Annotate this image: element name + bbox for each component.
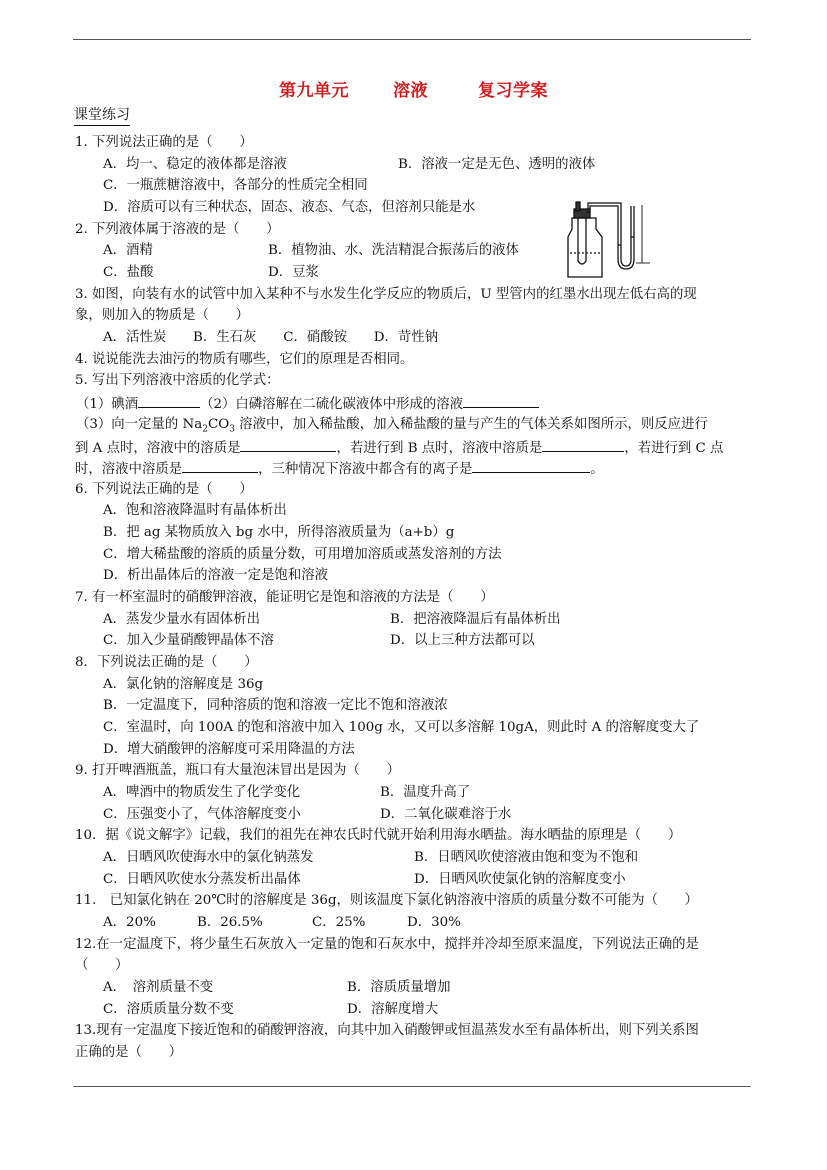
q5-line2-text-c: ，若进行到 C 点 — [624, 441, 724, 456]
q5-line3-text-a: 时，溶液中溶质是 — [75, 462, 183, 477]
q5-part3-line2 — [75, 437, 723, 459]
q11-option-a: A．20% — [103, 915, 156, 930]
q1-option-d: D．溶质可以有三种状态，固态、液态、气态，但溶剂只能是水 — [103, 200, 476, 215]
q11-option-c: C．25% — [312, 915, 366, 930]
q10-option-d: D．日晒风吹使氯化钠的溶解度变小 — [414, 872, 626, 887]
q10-option-c: C．日晒风吹使水分蒸发析出晶体 — [103, 872, 301, 887]
answer-blank-3[interactable] — [240, 437, 336, 452]
q6-option-a: A．饱和溶液降温时有晶体析出 — [103, 503, 287, 518]
q2-option-d: D．豆浆 — [268, 265, 319, 280]
q5-line3-text-c: 。 — [590, 462, 604, 477]
q7-option-b: B．把溶液降温后有晶体析出 — [390, 612, 561, 627]
q8-option-a: A．氯化钠的溶解度是 36g — [103, 677, 264, 692]
answer-blank-5[interactable] — [182, 458, 258, 473]
q3-line2: 象，则加入的物质是（ ） — [75, 308, 250, 323]
q2-stem: 2. 下列液体属于溶液的是（ ） — [75, 222, 280, 237]
q12-option-a: A． 溶剂质量不变 — [103, 980, 214, 995]
q9-option-d: D．二氧化碳难溶于水 — [380, 807, 512, 822]
top-rule — [73, 39, 751, 40]
q5-part3-text-a: （3）向一定量的 Na — [76, 417, 203, 432]
q5-part3-sub-3: 3 — [229, 424, 235, 435]
q2-option-a: A．酒精 — [103, 243, 153, 258]
answer-blank-6[interactable] — [472, 458, 590, 473]
title-topic: 溶液 — [393, 81, 428, 101]
q13-line2: 正确的是（ ） — [75, 1045, 183, 1060]
q5-line3-text-b: ，三种情况下溶液中都含有的离子是 — [258, 462, 473, 477]
q10-option-b: B．日晒风吹使溶液由饱和变为不饱和 — [414, 850, 639, 865]
q12-line2: （ ） — [75, 958, 129, 973]
q7-option-c: C．加入少量硝酸钾晶体不溶 — [103, 633, 274, 648]
q7-option-a: A．蒸发少量水有固体析出 — [103, 612, 260, 627]
q9-option-c: C．压强变小了，气体溶解度变小 — [103, 807, 301, 822]
title-type: 复习学案 — [478, 81, 548, 101]
q9-option-b: B．温度升高了 — [380, 785, 471, 800]
q5-line2-text-a: 到 A 点时，溶液中的溶质是 — [75, 441, 241, 456]
q11-option-d: D．30% — [407, 915, 461, 930]
q5-part3-line3 — [75, 458, 604, 480]
q3-line1: 3. 如图，向装有水的试管中加入某种不与水发生化学反应的物质后，U 型管内的红墨水出现左低右高的现 — [75, 287, 697, 302]
q11-option-b: B．26.5% — [197, 915, 263, 930]
q7-stem: 7. 有一杯室温时的硝酸钾溶液，能证明它是饱和溶液的方法是（ ） — [75, 590, 494, 605]
q6-stem: 6. 下列说法正确的是（ ） — [75, 482, 253, 497]
bottom-rule — [73, 1086, 751, 1087]
section-label: 课堂练习 — [74, 106, 130, 126]
q1-stem: 1. 下列说法正确的是（ ） — [75, 135, 253, 150]
q6-option-d: D．析出晶体后的溶液一定是饱和溶液 — [103, 568, 328, 583]
q10-option-a: A．日晒风吹使海水中的氯化钠蒸发 — [103, 850, 314, 865]
q9-stem: 9. 打开啤酒瓶盖，瓶口有大量泡沫冒出是因为（ ） — [75, 763, 401, 778]
q6-option-c: C．增大稀盐酸的溶质的质量分数，可用增加溶质或蒸发溶剂的方法 — [103, 547, 502, 562]
q5-part3-text-c: 溶液中，加入稀盐酸，加入稀盐酸的量与产生的气体关系如图所示，则反应进行 — [234, 417, 708, 432]
q1-option-c: C．一瓶蔗糖溶液中，各部分的性质完全相同 — [103, 178, 368, 193]
answer-blank-2[interactable] — [463, 393, 539, 408]
q3-options: A．活性炭 B．生石灰 C．硝酸铵 D．苛性钠 — [103, 330, 439, 345]
q8-option-d: D．增大硝酸钾的溶解度可采用降温的方法 — [103, 742, 355, 757]
q12-line1: 12.在一定温度下，将少量生石灰放入一定量的饱和石灰水中，搅拌并冷却至原来温度，下列说法正确的是 — [75, 937, 699, 952]
page-title — [0, 76, 827, 101]
q4-stem: 4. 说说能洗去油污的物质有哪些，它们的原理是否相同。 — [75, 352, 414, 367]
q5-part1: （1）碘酒 — [76, 397, 139, 412]
q12-option-b: B．溶质质量增加 — [347, 980, 451, 995]
q2-option-c: C．盐酸 — [103, 265, 154, 280]
q1-option-b: B．溶液一定是无色、透明的液体 — [398, 157, 596, 172]
q8-option-b: B．一定温度下，同种溶质的饱和溶液一定比不饱和溶液浓 — [103, 698, 448, 713]
apparatus-figure — [560, 197, 660, 281]
q8-stem: 8．下列说法正确的是（ ） — [75, 655, 258, 670]
q5-part3-sub-2: 2 — [202, 424, 208, 435]
q7-option-d: D．以上三种方法都可以 — [390, 633, 535, 648]
q2-option-b: B．植物油、水、洗洁精混合振荡后的液体 — [268, 243, 519, 258]
bottle-shape — [568, 218, 602, 277]
title-unit: 第九单元 — [279, 81, 349, 101]
q5-part2: （2）白磷溶解在二硫化碳液体中形成的溶液 — [200, 397, 464, 412]
q5-part1-line — [76, 393, 539, 415]
q5-part3-text-b: CO — [207, 417, 230, 432]
answer-blank-1[interactable] — [138, 393, 200, 408]
q11-stem: 11. 已知氯化钠在 20℃时的溶解度是 36g，则该温度下氯化钠溶液中溶质的质量分数不可能为（ ） — [75, 893, 699, 908]
q12-option-c: C．溶质质量分数不变 — [103, 1002, 234, 1017]
q5-stem: 5. 写出下列溶液中溶质的化学式： — [75, 373, 280, 388]
q8-option-c: C．室温时，向 100A 的饱和溶液中加入 100g 水，又可以多溶解 10gA，则此时 A 的溶解度变大了 — [103, 720, 700, 735]
q10-stem: 10．据《说文解字》记载，我们的祖先在神农氏时代就开始利用海水晒盐。海水晒盐的原理是（ ） — [75, 828, 682, 843]
q9-option-a: A．啤酒中的物质发生了化学变化 — [103, 785, 301, 800]
answer-blank-4[interactable] — [542, 437, 624, 452]
q12-option-d: D．溶解度增大 — [347, 1002, 439, 1017]
q6-option-b: B．把 ag 某物质放入 bg 水中，所得溶液质量为（a+b）g — [103, 525, 455, 540]
q5-part3-line1 — [76, 415, 708, 440]
q1-option-a: A．均一、稳定的液体都是溶液 — [103, 157, 287, 172]
q5-line2-text-b: ，若进行到 B 点时，溶液中溶质是 — [336, 441, 543, 456]
q13-line1: 13.现有一定温度下接近饱和的硝酸钾溶液，向其中加入硝酸钾或恒温蒸发水至有晶体析出，则下列关系图 — [75, 1023, 699, 1038]
